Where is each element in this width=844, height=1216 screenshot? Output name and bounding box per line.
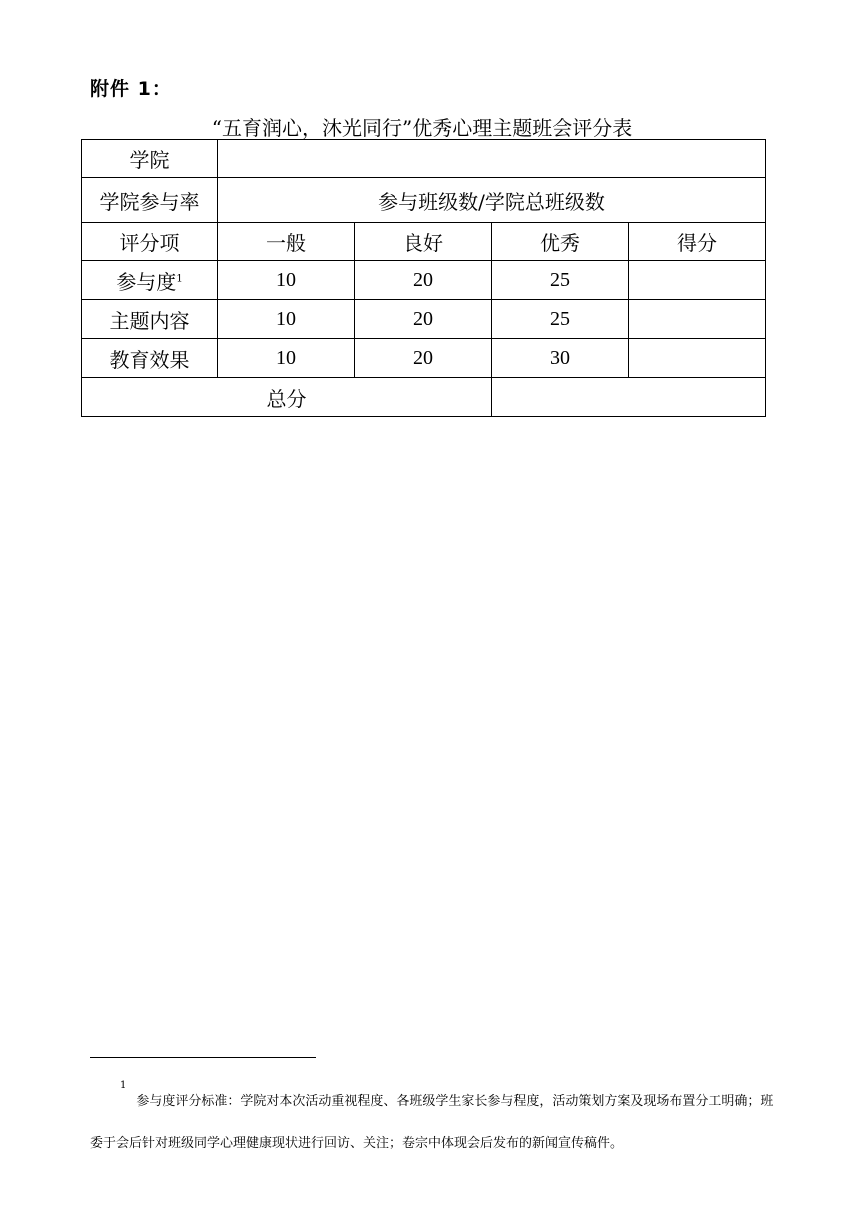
footnote-mark: 1 [120,1080,127,1091]
column-header-score: 得分 [629,223,766,261]
total-value [492,378,766,417]
row-label-text: 参与度 [116,269,177,294]
good-value: 20 [355,300,492,339]
college-label: 学院 [82,140,218,178]
score-cell [629,339,766,378]
excellent-value: 25 [492,261,629,300]
good-value: 20 [355,261,492,300]
footnote-text: 参与度评分标准：学院对本次活动重视程度、各班级学生家长参与程度，活动策划方案及现场布置分工明确；班委于会后针对班级同学心理健康现状进行回访、关注；卷宗中体现会后发布的新闻宣传稿件。 [90,1094,774,1151]
column-header-item: 评分项 [82,223,218,261]
general-value: 10 [218,300,355,339]
participation-rate-label: 学院参与率 [82,178,218,223]
footnote-reference: 1 [176,272,183,284]
good-value: 20 [355,339,492,378]
table-row [82,261,766,300]
row-label [82,300,218,339]
document-title: “五育润心，沐光同行”优秀心理主题班会评分表 [211,116,633,140]
row-label [82,339,218,378]
column-header-good: 良好 [355,223,492,261]
row-label-text: 教育效果 [109,347,190,372]
header-row [82,223,766,261]
participation-rate-value: 参与班级数/学院总班级数 [218,178,766,223]
participation-rate-row [82,178,766,223]
footnote [90,1081,780,1165]
column-header-excellent: 优秀 [492,223,629,261]
row-label [82,261,218,300]
attachment-label: 附件 1： [90,78,172,100]
column-header-general: 一般 [218,223,355,261]
general-value: 10 [218,261,355,300]
general-value: 10 [218,339,355,378]
score-table [81,139,766,417]
total-row [82,378,766,417]
score-cell [629,300,766,339]
total-label: 总分 [82,378,492,417]
score-cell [629,261,766,300]
excellent-value: 30 [492,339,629,378]
table-row [82,300,766,339]
row-label-text: 主题内容 [109,308,190,333]
college-value [218,140,766,178]
college-row [82,140,766,178]
footnote-divider [90,1057,316,1058]
excellent-value: 25 [492,300,629,339]
table-row [82,339,766,378]
